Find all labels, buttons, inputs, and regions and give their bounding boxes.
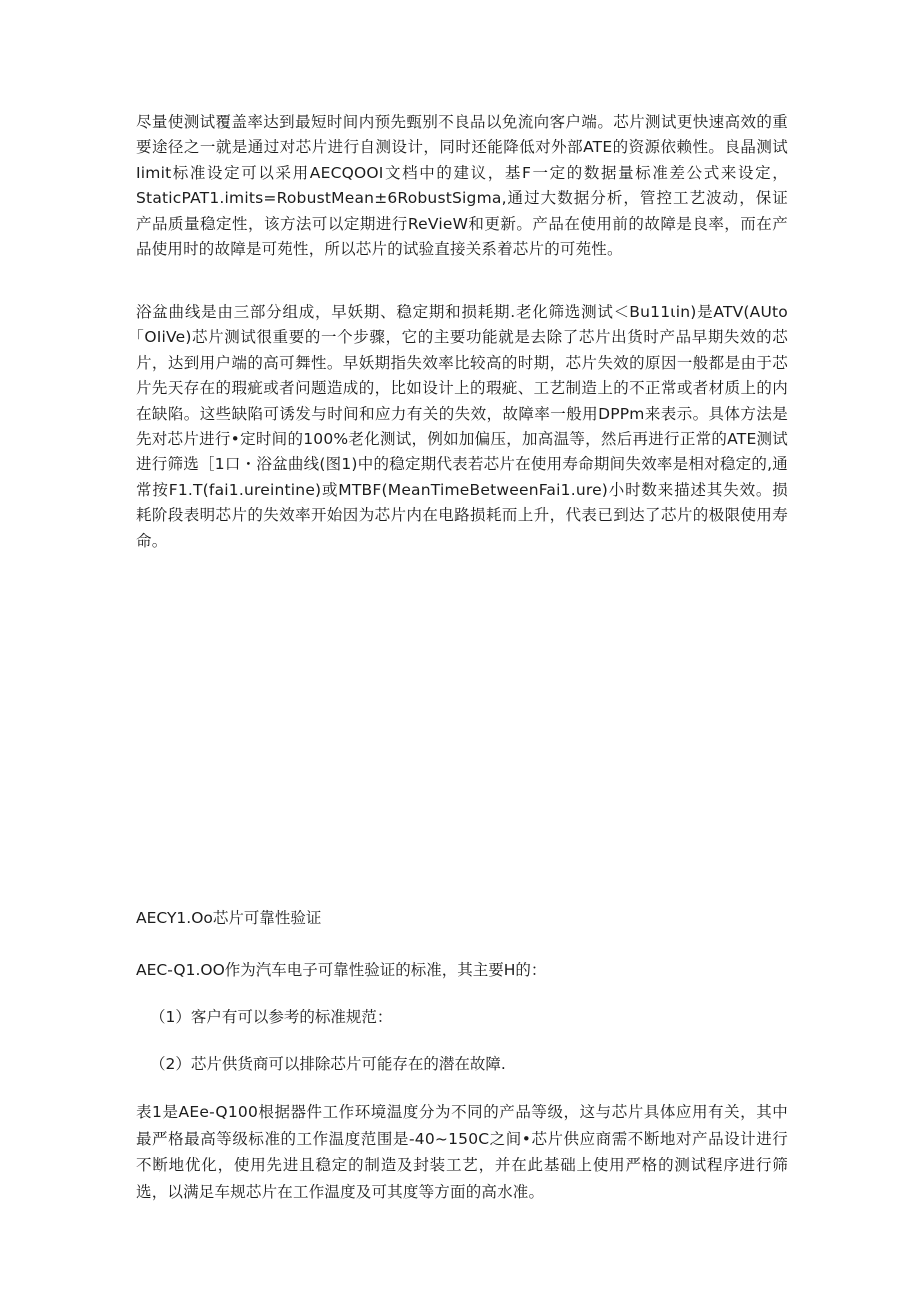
- paragraph-temperature-grades: 表1是AEe-Q100根据器件工作环境温度分为不同的产品等级，这与芯片具体应用有关，其中最严格最高等级标准的工作温度范围是-40~150C之间•芯片供应商需不断地对产品设计进行不断地优化，使用先进且稳定的制造及封装工艺，并在此基础上使用严格的测试程序进行筛选，以满足车规芯片在工作温度及可其度等方面的高水准。: [136, 1103, 788, 1201]
- section-heading: AECY1.Oo芯片可靠性验证: [136, 909, 322, 927]
- paragraph-test-coverage: 尽量使测试覆盖率达到最短时间内预先甄别不良品以免流向客户端。芯片测试更快速高效的重要途径之一就是通过对芯片进行自测设计，同时还能降低对外部ATE的资源依赖性。良晶测试Iimit标准设定可以采用AECQOOI文档中的建议，基F一定的数据量标准差公式来设定，StaticPAT1.imits=RobustMean±6RobustSigma,通过大数据分析，管控工艺波动，保证产品质量稳定性，该方法可以定期进行ReVieW和更新。产品在使用前的故障是良率，而在产品使用时的故障是可苑性，所以芯片的试验直接关系着芯片的可苑性。: [136, 113, 788, 259]
- section-intro: AEC-Q1.OO作为汽车电子可靠性验证的标准，其主要H的：: [136, 961, 547, 979]
- paragraph-bathtub-curve: 浴盆曲线是由三部分组成，早妖期、稳定期和损耗期.老化筛选测试＜Bu11ιin)是ATV(AUto｢OIiVe)芯片测试很重要的一个步骤，它的主要功能就是去除了芯片出货时产品早期失效的芯片，达到用户端的高可舞性。早妖期指失效率比较高的时期，芯片失效的原因一般都是由于芯片先天存在的瑕疵或者问题造成的，比如设计上的瑕疵、工艺制造上的不正常或者材质上的内在缺陷。这些缺陷可诱发与时间和应力有关的失效，故障率一般用DPPm来表示。具体方法是先对芯片进行•定时间的100%老化测试，例如加偏压，加高温等，然后再进行正常的ATE测试进行筛选［1口・浴盆曲线(图1)中的稳定期代表若芯片在使用寿命期间失效率是相对稳定的,通常按F1.T(fai1.ureintine)或MTBF(MeanTimeBetweenFai1.ure)小时数来描述其失效。损耗阶段表明芯片的失效率开始因为芯片内在电路损耗而上升，代表已到达了芯片的极限使用寿命。: [136, 303, 788, 550]
- list-item-1: （1）客户有可以参考的标准规范：: [150, 1008, 393, 1026]
- list-item-2: （2）芯片供货商可以排除芯片可能存在的潜在故障.: [150, 1055, 506, 1073]
